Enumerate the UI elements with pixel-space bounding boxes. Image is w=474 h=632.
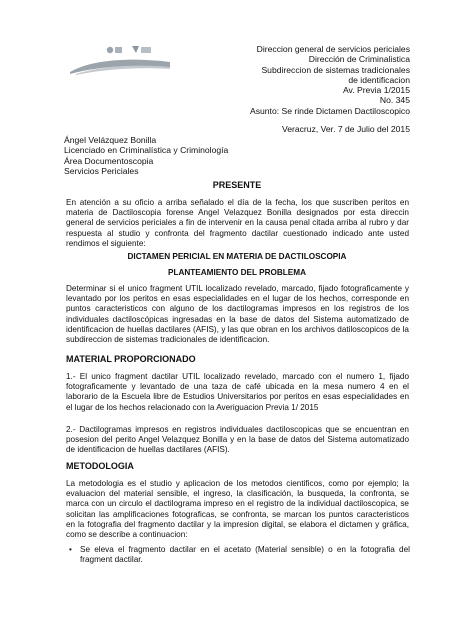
material-heading: MATERIAL PROPORCIONADO [66,354,196,364]
method-bullet [69,545,410,565]
header-line: Asunto: Se rinde Dictamen Dactiloscopico [249,105,410,116]
bullet-icon: • [69,545,72,554]
dateline: Veracruz, Ver. 7 de Julio del 2015 [281,124,410,134]
problem-heading: PLANTEAMIENTO DEL PROBLEMA [168,268,306,277]
header-block [250,44,410,116]
material-item-1: 1.- El unico fragment dactilar UTIL localizado revelado, marcado con el numero 1, fijado fotograficamente y levantado de una taza de café ubicada en la mesa numero 4 en el laborario de la Escuela libre de Estudios Universitarios por peritos en esas especialidades en el lugar de los hechos relacionado con la Averiguacion Previa 1/ 2015 [66,372,409,412]
header-line: Direccion general de servicios periciales [256,44,410,54]
salutation: PRESENTE [212,180,262,190]
header-line: Av. Previa 1/2015 [342,85,410,96]
method-heading: METODOLOGIA [66,461,134,471]
addressee-line: Área Documentoscopia [64,155,154,166]
document-title: DICTAMEN PERICIAL EN MATERIA DE DACTILOSCOPIA [127,252,347,261]
addressee-line: Licenciado en Criminalística y Criminología [64,145,229,156]
problem-paragraph: Determinar si el unico fragment UTIL localizado revelado, marcado, fijado fotograficamente y levantado por los peritos en esas especialidades en el lugar de los hechos, corresponde en puntos caracteristicos con alguno de los dactilogramas impresos en los registros de los individuales dactiloscópicas ingresadas en la base de datos del Sistema automatizado de identificacion de huellas dactilares (AFIS), y las que obran en los archivos datiloscopicos de la subdireccion de sistemas tradicionales de identificacion. [66,284,409,345]
header-line: Subdireccion de sistemas tradicionales [261,64,410,75]
header-line: de identificacion [348,74,410,85]
header-line: No. 345 [379,95,410,106]
intro-paragraph: En atención a su oficio a arriba señalado el día de la fecha, los que suscriben peritos en materia de Dactiloscopia forense Angel Velazquez Bonilla designados por esta direccin general de servicios periciales a fin de intervenir en la causa penal citada arriba al rubro y dar respuesta al studio y confronta del fragmento dactilar cuestionado indicado ante usted rendimos el siguiente: [66,198,409,248]
method-bullet-text: Se eleva el fragmento dactilar en el acetato (Material sensible) o en la fotografia del fragment dactilar. [80,545,410,565]
header-line: Dirección de Criminalistica [308,54,410,65]
institution-logo [66,42,176,76]
addressee-line: Servicios Periciales [64,166,139,177]
material-item-2: 2.- Dactilogramas impresos en registros individuales dactiloscopicas que se encuentran en posesion del perito Angel Velazquez Bonilla y en la base de datos del Sistema automatizado de identificacion de huellas dactilares (AFIS). [66,425,409,455]
method-paragraph: La metodologia es el studio y aplicacion de los metodos cientificos, como por ejemplo; la evaluacion del material sensible, el ingreso, la clasificación, la busqueda, la confronta, se marca con un circulo el dactilograma impreso en el registro de la individual dactiloscopica, se solicitan las amplificaciones fotograficas, se confronta, se marcan los puntos caracteristicos en la fotografia del fragmento dactilar y la impresion digital, se elabora el dictamen y gráfica, como se describe a continuacion: [66,479,409,540]
addressee-block [64,135,228,177]
addressee-line: Ángel Velázquez Bonilla [64,135,157,145]
